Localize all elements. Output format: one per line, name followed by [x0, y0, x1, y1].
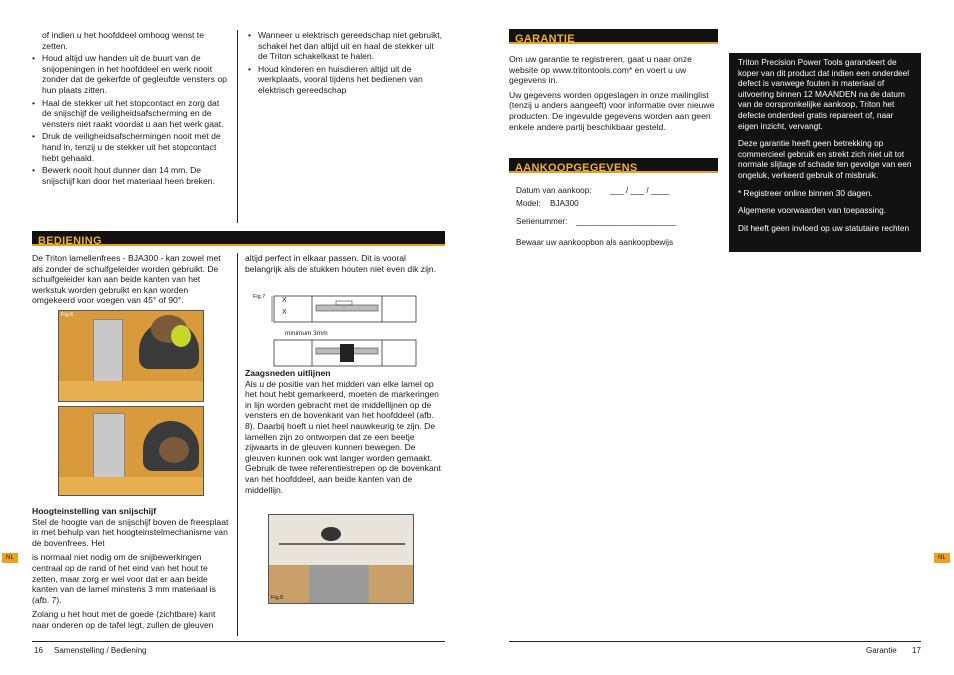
bullet-item: • Druk de veiligheidsafschermingen nooit met de hand in, tenzij u de stekker uit het stopcontact hebt gehaald. — [32, 131, 228, 163]
bullet-item: • Haal de stekker uit het stopcontact en zorg dat de snijschijf de veiligheidsafscherming en de vensters niet raakt voordat u aan het werk gaat. — [32, 98, 228, 130]
garantie-paragraph-1: Om uw garantie te registreren, gaat u naar onze website op www.tritontools.com* en voert u uw gegevens in. — [509, 54, 692, 86]
fig6-photo-top — [58, 310, 204, 402]
column-divider — [237, 253, 238, 636]
bediening-intro: De Triton lamellenfrees - BJA300 - kan zowel met als zonder de schuifgeleider worden gebruikt. De schuifgeleider kan aan beide kanten van het werkstuk worden gebruikt en kan worden omgekeerd voor voegen van 45° of 90°. — [32, 253, 221, 306]
section-title: GARANTIE — [515, 33, 575, 45]
language-tab: NL — [2, 553, 18, 563]
fig8-photo — [268, 514, 414, 604]
warranty-terms-box — [729, 53, 921, 252]
height-section — [32, 506, 232, 635]
section-bar-bediening — [32, 231, 445, 246]
section-title: BEDIENING — [38, 235, 102, 247]
bullet-item: • Bewerk nooit hout dunner dan 14 mm. De snijschijf kan door het materiaal heen breken. — [32, 165, 228, 186]
terms-paragraph-4: Algemene voorwaarden van toepassing. — [738, 205, 887, 216]
left-col2-bullets — [248, 30, 443, 98]
terms-paragraph-5: Dit heeft geen invloed op uw statutaire rechten — [738, 222, 910, 233]
column-divider — [237, 30, 238, 223]
terms-paragraph-3: * Registreer online binnen 30 dagen. — [738, 187, 873, 198]
height-paragraph-3: Zolang u het hout met de goede (zichtbare) kant naar onderen op de tafel legt, zullen de gleuven — [32, 609, 216, 630]
footer-title: Samenstelling / Bediening — [54, 646, 147, 655]
language-tab: NL — [934, 553, 950, 563]
bullet-item: • Houd kinderen en huisdieren altijd uit de werkplaats, vooral tijdens het bedienen van elektrisch gereedschap — [248, 64, 443, 96]
page-number: 16 — [34, 646, 43, 655]
fig6-label: Fig.6 — [61, 312, 74, 318]
fig7-minimum-label: minimum 3mm — [285, 330, 328, 337]
footer-title: Garantie — [866, 646, 897, 655]
bullet-item: • Wanneer u elektrisch gereedschap niet gebruikt, schakel het dan altijd uit en haal de stekker uit de Triton schakelkast te halen. — [248, 30, 443, 62]
fig6-photo-bottom — [58, 406, 204, 496]
date-blank: ___ / ___ / ____ — [610, 186, 670, 195]
fig8-label: Fig.8 — [271, 595, 284, 601]
garantie-text — [509, 54, 721, 136]
left-col1-bullets — [32, 30, 228, 188]
col2-paragraph: altijd perfect in elkaar passen. Dit is vooral belangrijk als de stukken houten niet even dik zijn. — [245, 253, 437, 274]
fig7-label: Fig.7 — [253, 294, 266, 300]
footer-rule — [509, 641, 921, 642]
date-label: Datum van aankoop: — [516, 186, 592, 195]
align-section — [245, 368, 441, 495]
height-paragraph-1: Stel de hoogte van de snijschijf boven de freesplaat in met behulp van het hoogteinstelmechanisme van de bovenfrees. Het — [32, 516, 229, 548]
terms-paragraph-1: Triton Precision Power Tools garandeert de koper van dit product dat indien een onderdeel defect is vanwege fouten in materiaal of uitvoering binnen 12 MAANDEN na de datum van de oorspronkelijke aankoop, Triton het defecte onderdeel gratis repareert of, naar eigen inzicht, vervangt. — [738, 57, 910, 131]
align-paragraph: Als u de positie van het midden van elke lamel op het hout hebt gemarkeerd, moeten de markeringen in lijn worden gebracht met de middellijnen op de vensters en de bovenkant van het hoofddeel (afb. 8). Daarbij hoeft u niet heel nauwkeurig te zijn. De lamellen zijn zo ontworpen dat ze een beetje zijwaarts in de gleuven kunnen bewegen. De gleuven kunnen ook wat langer worden gemaakt. Gebruik de twee referentiestrepen op de bovenkant van het hoofddeel, aan beide kanten van de middellijn. — [245, 378, 441, 495]
receipt-note: Bewaar uw aankoopbon als aankoopbewijs — [516, 238, 674, 247]
model-value: BJA300 — [550, 199, 579, 208]
serial-blank: ______________________ — [576, 217, 677, 226]
height-paragraph-2: is normaal niet nodig om de snijbewerkingen centraal op de rand of het eind van het hout te zetten, maar zorg er wel voor dat er aan beide kanten van de lamel minstens 3 mm materiaal is (afb. 7). — [32, 552, 216, 605]
serial-label: Serienummer: — [516, 217, 568, 226]
height-heading: Hoogteinstelling van snijschijf — [32, 506, 157, 516]
footer-rule — [32, 641, 445, 642]
garantie-paragraph-2: Uw gegevens worden opgeslagen in onze mailinglist (tenzij u anders aangeeft) voor informatie over nieuwe producten. De ingevulde gegevens worden aan geen enkele andere partij beschikbaar gesteld. — [509, 89, 715, 132]
section-bar-garantie — [509, 29, 718, 44]
bullet-continuation: of indien u het hoofddeel omhoog wenst te zetten. — [42, 30, 204, 51]
terms-paragraph-2: Deze garantie heeft geen betrekking op commercieel gebruik en strekt zich niet uit tot normale slijtage of schade ten gevolge van een ongeluk, verkeerd gebruik of misbruik. — [738, 138, 912, 180]
align-heading: Zaagsneden uitlijnen — [245, 368, 331, 378]
page-number: 17 — [912, 646, 921, 655]
section-title: AANKOOPGEGEVENS — [515, 162, 638, 174]
section-bar-aankoopgegevens — [509, 158, 718, 173]
model-label: Model: — [516, 199, 541, 208]
fig7-x-label: X — [282, 297, 287, 304]
bullet-item: • Houd altijd uw handen uit de buurt van de snijopeningen in het hoofddeel en werk nooit zonder dat de gekerfde of gegleufde vensters op hun plaats zitten. — [32, 53, 228, 95]
fig7-x-label: X — [282, 309, 287, 316]
